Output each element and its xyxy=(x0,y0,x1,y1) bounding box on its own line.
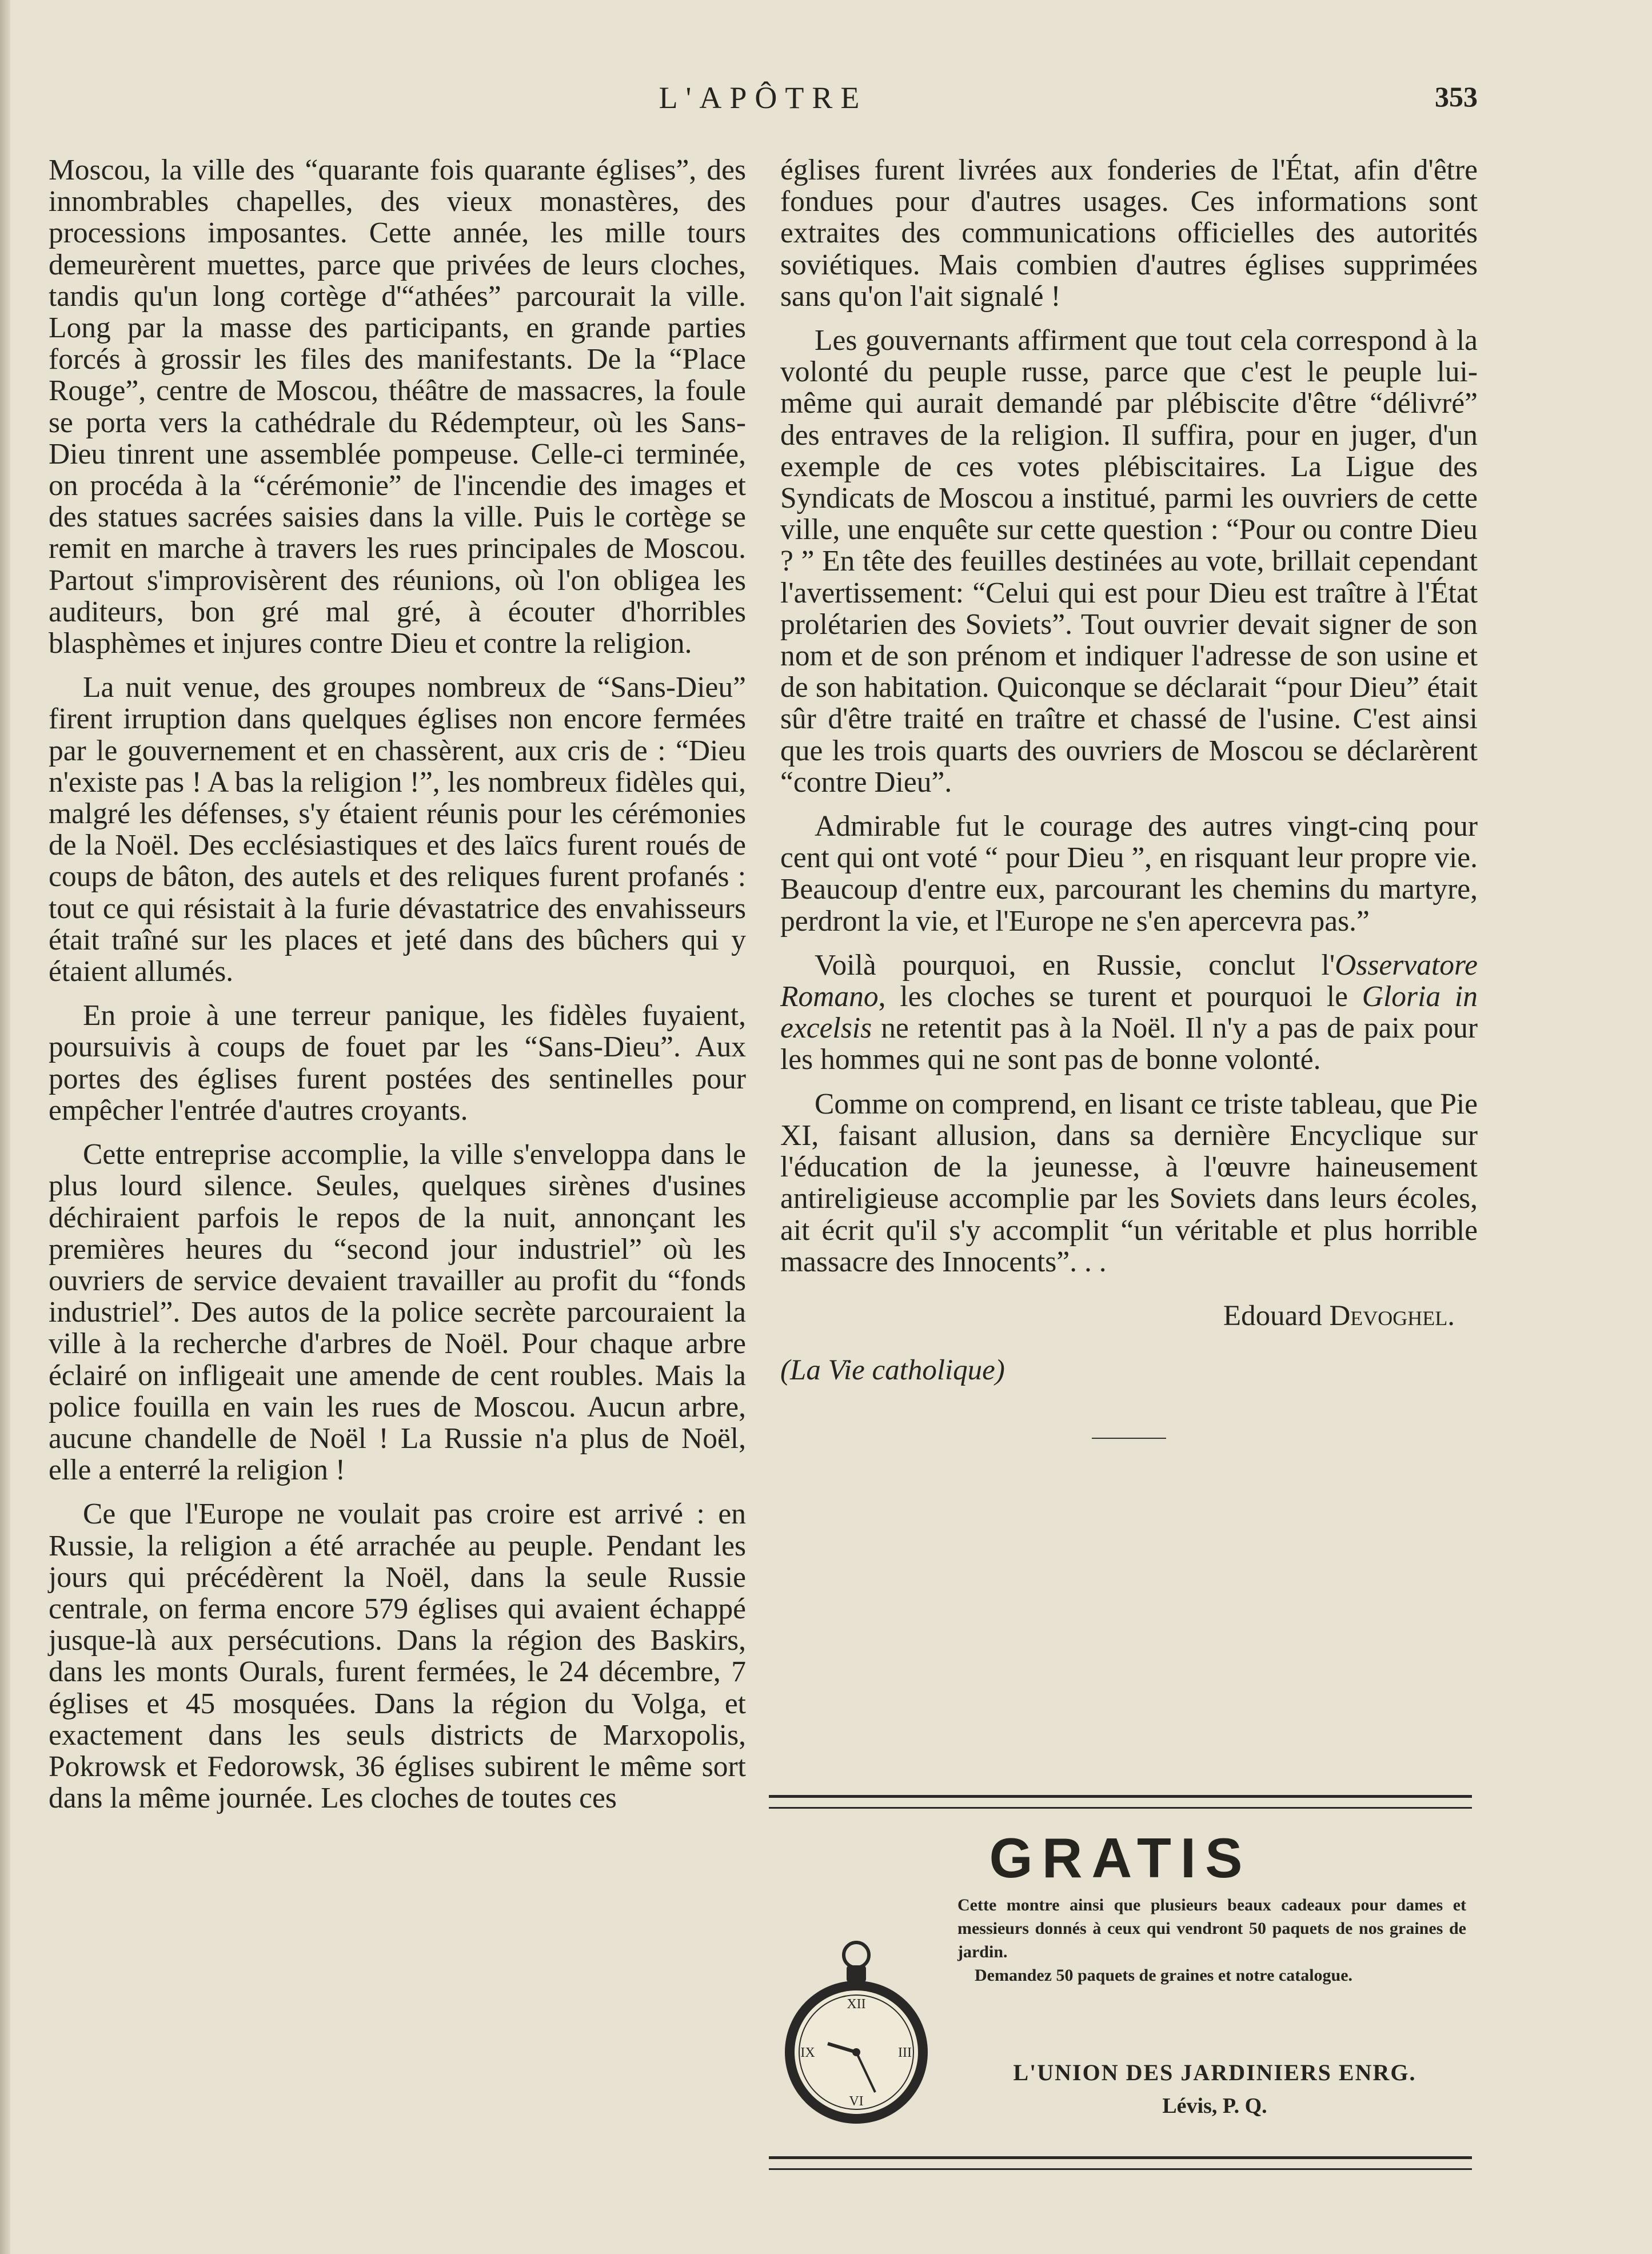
page-number: 353 xyxy=(1435,81,1478,113)
running-title: L'APÔTRE xyxy=(659,81,868,115)
source-paren-close: ) xyxy=(995,1354,1005,1387)
article-source xyxy=(780,1355,1478,1386)
left-column xyxy=(49,154,746,1826)
article-paragraph-5: Ce que l'Europe ne voulait pas croire est arrivé : en Russie, la religion a été arrachée au peuple. Pendant les jours qui précédèrent la Noël, dans la seule Russie centrale, on ferma encore 579 églises qui avaient échappé jusque-là aux persécutions. Dans la région des Baskirs, dans les monts Ourals, furent fermées, le 24 décembre, 7 églises et 45 mosquées. Dans la région du Volga, et exactement dans les seuls districts de Marxopolis, Pokrowsk et Fedorowsk, 36 églises subirent le même sort dans la même journée. Les cloches de toutes ces xyxy=(49,1498,746,1815)
svg-text:III: III xyxy=(898,2045,912,2060)
gloria-in-excelsis-title: Gloria in excelsis xyxy=(780,980,1478,1045)
source-name: La Vie catholique xyxy=(789,1354,995,1387)
source-paren-open: ( xyxy=(780,1354,790,1387)
author-first-name: Edouard xyxy=(1223,1299,1330,1332)
svg-text:XII: XII xyxy=(847,1997,866,2012)
para8-text-1: Voilà pourquoi, en Russie, conclut l' xyxy=(815,948,1335,982)
article-paragraph-4: Cette entreprise accomplie, la ville s'enveloppa dans le plus lourd silence. Seules, quelques sirènes d'usines déchiraient parfois le repos de la nuit, annonçant les premières heures du “second jour industriel” où les ouvriers de service devaient travailler au profit du “fonds industriel”. Des autos de la police secrète parcouraient la ville à la recherche d'arbres de Noël. Pour chaque arbre éclairé on infligeait une amende de cent roubles. Mais la police fouilla en vain les rues de Moscou. Aucun arbre, aucune chandelle de Noël ! La Russie n'a plus de Noël, elle a enterré la religion ! xyxy=(49,1138,746,1487)
article-paragraph-8 xyxy=(780,950,1478,1076)
article-paragraph-9: Comme on comprend, en lisant ce triste tableau, que Pie XI, faisant allusion, dans sa dernière Encyclique sur l'éducation de la jeunesse, à l'œuvre haineusement antireligieuse accomplie par les Soviets dans leurs écoles, ait écrit qu'il s'y accomplit “un véritable et plus horrible massacre des Innocents”. . . xyxy=(780,1087,1478,1278)
page-binding-edge xyxy=(0,0,10,2254)
ad-body-text xyxy=(957,1893,1466,1987)
author-last-name: Devoghel. xyxy=(1329,1299,1455,1332)
article-paragraph-1: Moscou, la ville des “quarante fois quarante églises”, des innombrables chapelles, des vieux monastères, des processions imposantes. Cette année, les mille tours demeurèrent muettes, parce que privées de leurs cloches, tandis qu'un long cortège d'“athées” parcourait la ville. Long par la masse des participants, en grande parties forcés à grossir les files des manifestants. De la “Place Rouge”, centre de Moscou, théâtre de massacres, la foule se porta vers la cathédrale du Rédempteur, où les Sans-Dieu tinrent une assemblée pompeuse. Celle-ci terminée, on procéda à la “cérémonie” de l'incendie des images et des statues sacrées saisies dans la ville. Puis le cortège se remit en marche à travers les rues principales de Moscou. Partout s'improvisèrent des réunions, où l'on obligea les auditeurs, bon gré mal gré, à écouter d'horribles blasphèmes et injures contre Dieu et contre la religion. xyxy=(49,154,746,660)
svg-text:VI: VI xyxy=(849,2094,864,2109)
ad-bottom-rule xyxy=(769,2156,1472,2170)
article-paragraph-3: En proie à une terreur panique, les fidèles fuyaient, poursuivis à coups de fouet par les “Sans-Dieu”. Aux portes des églises furent postées des sentinelles pour empêcher l'entrée d'autres croyants. xyxy=(49,999,746,1127)
advertisement xyxy=(769,1790,1472,2168)
right-column xyxy=(780,154,1478,1439)
para8-text-3: ne retentit pas à la Noël. Il n'y a pas de paix pour les hommes qui ne sont pas de bonne volonté. xyxy=(780,1012,1478,1076)
article-paragraph-5-continued: églises furent livrées aux fonderies de l'État, afin d'être fondues pour d'autres usages. Ces informations sont extraites des communications officielles des autorités soviétiques. Mais combien d'autres églises supprimées sans qu'on l'ait signalé ! xyxy=(780,154,1478,313)
ad-call-to-action: Demandez 50 paquets de graines et notre catalogue. xyxy=(975,1966,1353,1985)
ad-location: Lévis, P. Q. xyxy=(1162,2094,1267,2118)
svg-text:IX: IX xyxy=(800,2045,815,2060)
osservatore-romano-title: Osservatore Romano xyxy=(780,948,1478,1014)
ad-top-rule xyxy=(769,1795,1472,1809)
para8-text-2: , les cloches se turent et pourquoi le xyxy=(878,980,1362,1014)
author-signature xyxy=(780,1300,1478,1332)
pocket-watch-icon xyxy=(773,1932,939,2138)
article-paragraph-2: La nuit venue, des groupes nombreux de “Sans-Dieu” firent irruption dans quelques églises non encore fermées par le gouvernement et en chassèrent, aux cris de : “Dieu n'existe pas ! A bas la religion !”, les nombreux fidèles qui, malgré les défenses, s'y étaient réunis pour les cérémonies de la Noël. Des ecclésiastiques et des laïcs furent roués de coups de bâton, des autels et des reliques furent profanés : tout ce qui résistait à la furie dévastatrice des envahisseurs était traîné sur les places et jeté dans des bûchers qui y étaient allumés. xyxy=(49,671,746,988)
article-end-separator xyxy=(1092,1438,1166,1439)
ad-offer: Cette montre ainsi que plusieurs beaux cadeaux pour dames et messieurs donnés à ceux qui vendront 50 paquets de nos graines de jardin. xyxy=(957,1896,1466,1961)
ad-title: GRATIS xyxy=(989,1826,1252,1889)
article-paragraph-7: Admirable fut le courage des autres vingt-cinq pour cent qui ont voté “ pour Dieu ”, en risquant leur propre vie. Beaucoup d'entre eux, parcourant les chemins du martyre, perdront la vie, et l'Europe ne s'en apercevra pas.” xyxy=(780,810,1478,937)
page-header xyxy=(49,80,1478,131)
article-paragraph-6: Les gouvernants affirment que tout cela correspond à la volonté du peuple russe, parce que c'est le peuple lui-même qui aurait demandé par plébiscite d'être “délivré” des entraves de la religion. Il suffira, pour en juger, d'un exemple de ces votes plébiscitaires. La Ligue des Syndicats de Moscou a institué, parmi les ouvriers de cette ville, une enquête sur cette question : “Pour ou contre Dieu ? ” En tête des feuilles destinées au vote, brillait cependant l'avertissement: “Celui qui est pour Dieu est traître à l'État prolétarien des Soviets”. Tout ouvrier devait signer de son nom et de son prénom et indiquer l'adresse de son usine et de son habitation. Quiconque se déclarait “pour Dieu” était sûr d'être traité en traître et chassé de l'usine. C'est ainsi que les trois quarts des ouvriers de Moscou se déclarèrent “contre Dieu”. xyxy=(780,324,1478,799)
ad-company-name: L'UNION DES JARDINIERS ENRG. xyxy=(1013,2060,1416,2085)
